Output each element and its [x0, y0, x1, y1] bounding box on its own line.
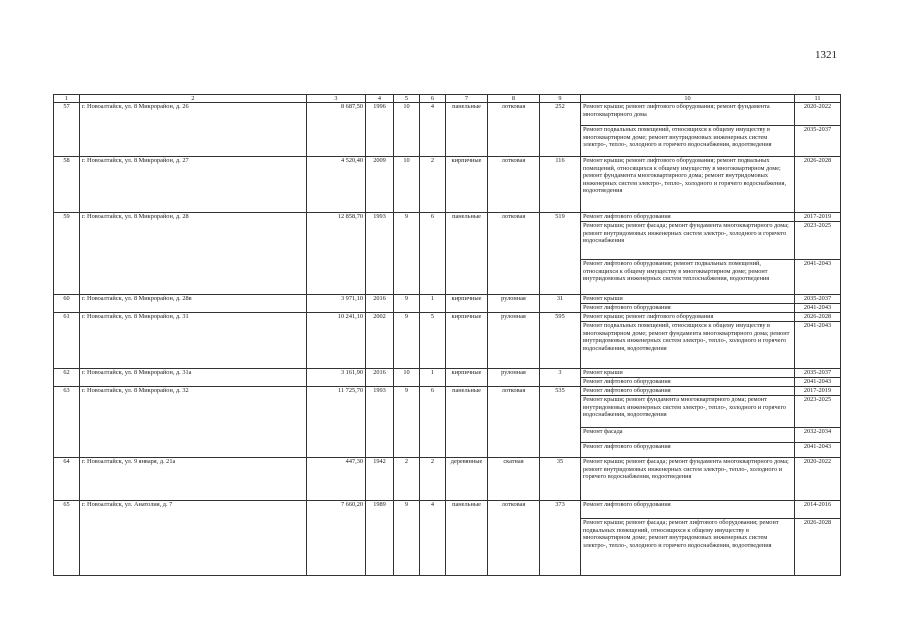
- area-cell: 8 687,50: [307, 103, 366, 157]
- roof-type-cell: лотковая: [488, 387, 540, 458]
- floors-cell: 2: [394, 458, 420, 501]
- repair-period-cell: 2026-2028: [795, 313, 841, 322]
- repair-works-cell: Ремонт лифтового оборудования; ремонт подвальных помещений, относящихся к общему имуществу в многоквартирном доме; ремонт внутридомовых инженерных систем теплоснабжения, водоотведения: [581, 260, 795, 295]
- roof-type-cell: лотковая: [488, 157, 540, 213]
- year-cell: 1989: [366, 501, 394, 576]
- walls-material-cell: кирпичные: [446, 295, 488, 313]
- column-number: 8: [488, 95, 540, 103]
- repair-works-cell: Ремонт крыши; ремонт лифтового оборудования; ремонт подвальных помещений, относящихся к общему имуществу в многоквартирном доме; ремонт фундамента многоквартирного дома; ремонт внутридомовых инженерных систем электро-, тепло-, холодного и горячего водоснабжения, водоотведения: [581, 157, 795, 213]
- residents-cell: 373: [540, 501, 581, 576]
- table-row: [54, 213, 841, 222]
- repair-works-cell: Ремонт лифтового оборудования: [581, 378, 795, 387]
- repair-period-cell: 2026-2028: [795, 157, 841, 213]
- floors-cell: 10: [394, 103, 420, 157]
- row-number: 58: [54, 157, 80, 213]
- address-cell: г. Новоалтайск, ул. 8 Микрорайон, д. 27: [80, 157, 307, 213]
- entrances-cell: 1: [420, 295, 446, 313]
- column-number: 9: [540, 95, 581, 103]
- repair-period-cell: 2020-2022: [795, 103, 841, 126]
- repair-works-cell: Ремонт подвальных помещений, относящихся к общему имуществу в многоквартирном доме; ремонт фундамента многоквартирного дома; ремонт внутридомовых инженерных систем электро-, тепло-, холодного и горячего водоснабжения, водоотведения: [581, 322, 795, 369]
- residents-cell: 519: [540, 213, 581, 295]
- table-row: [54, 369, 841, 378]
- table-row: [54, 157, 841, 213]
- area-cell: 11 725,70: [307, 387, 366, 458]
- address-cell: г. Новоалтайск, ул. 8 Микрорайон, д. 32: [80, 387, 307, 458]
- entrances-cell: 5: [420, 313, 446, 369]
- address-cell: г. Новоалтайск, ул. 8 Микрорайон, д. 28в: [80, 295, 307, 313]
- year-cell: 2016: [366, 295, 394, 313]
- floors-cell: 9: [394, 501, 420, 576]
- row-number: 57: [54, 103, 80, 157]
- floors-cell: 9: [394, 313, 420, 369]
- column-number-row: [54, 95, 841, 103]
- year-cell: 1942: [366, 458, 394, 501]
- entrances-cell: 2: [420, 157, 446, 213]
- row-number: 62: [54, 369, 80, 387]
- entrances-cell: 4: [420, 501, 446, 576]
- area-cell: 4 520,40: [307, 157, 366, 213]
- residents-cell: 3: [540, 369, 581, 387]
- repair-period-cell: 2035-2037: [795, 295, 841, 304]
- repair-works-cell: Ремонт лифтового оборудования: [581, 443, 795, 458]
- address-cell: г. Новоалтайск, ул. 8 Микрорайон, д. 28: [80, 213, 307, 295]
- entrances-cell: 6: [420, 387, 446, 458]
- repair-period-cell: 2032-2034: [795, 428, 841, 443]
- repair-period-cell: 2017-2019: [795, 387, 841, 396]
- column-number: 2: [80, 95, 307, 103]
- roof-type-cell: скатная: [488, 458, 540, 501]
- walls-material-cell: панельные: [446, 103, 488, 157]
- repair-works-cell: Ремонт крыши; ремонт фасада; ремонт лифтового оборудования; ремонт подвальных помещений, относящихся к общему имуществу в многоквартирном доме; ремонт внутридомовых инженерных систем электро-, тепло-, холодного и горячего водоснабжения, водоотведения: [581, 519, 795, 576]
- row-number: 65: [54, 501, 80, 576]
- row-number: 61: [54, 313, 80, 369]
- residents-cell: 31: [540, 295, 581, 313]
- column-number: 7: [446, 95, 488, 103]
- residents-cell: 35: [540, 458, 581, 501]
- repair-works-cell: Ремонт крыши: [581, 369, 795, 378]
- year-cell: 1993: [366, 387, 394, 458]
- table-row: [54, 295, 841, 304]
- entrances-cell: 2: [420, 458, 446, 501]
- area-cell: 10 241,10: [307, 313, 366, 369]
- repair-period-cell: 2035-2037: [795, 126, 841, 157]
- repair-works-cell: Ремонт крыши: [581, 295, 795, 304]
- floors-cell: 10: [394, 369, 420, 387]
- repair-period-cell: 2041-2043: [795, 304, 841, 313]
- year-cell: 1996: [366, 103, 394, 157]
- repair-period-cell: 2035-2037: [795, 369, 841, 378]
- table-row: [54, 103, 841, 126]
- repair-works-cell: Ремонт крыши; ремонт фасада; ремонт фундамента многоквартирного дома; ремонт внутридомовых инженерных систем электро-, тепло-, холодного и горячего водоснабжения, водоотведения: [581, 458, 795, 501]
- walls-material-cell: кирпичные: [446, 157, 488, 213]
- row-number: 63: [54, 387, 80, 458]
- roof-type-cell: рулонная: [488, 313, 540, 369]
- entrances-cell: 6: [420, 213, 446, 295]
- row-number: 64: [54, 458, 80, 501]
- column-number: 5: [394, 95, 420, 103]
- area-cell: 7 660,20: [307, 501, 366, 576]
- repair-works-cell: Ремонт лифтового оборудования: [581, 387, 795, 396]
- repair-period-cell: 2014-2016: [795, 501, 841, 519]
- repair-works-cell: Ремонт лифтового оборудования: [581, 501, 795, 519]
- table-body: [54, 95, 841, 576]
- entrances-cell: 4: [420, 103, 446, 157]
- table-row: [54, 501, 841, 519]
- roof-type-cell: лотковая: [488, 103, 540, 157]
- row-number: 60: [54, 295, 80, 313]
- residents-cell: 116: [540, 157, 581, 213]
- address-cell: г. Новоалтайск, ул. 8 Микрорайон, д. 31: [80, 313, 307, 369]
- roof-type-cell: рулонная: [488, 295, 540, 313]
- area-cell: 3 161,90: [307, 369, 366, 387]
- entrances-cell: 1: [420, 369, 446, 387]
- residents-cell: 535: [540, 387, 581, 458]
- column-number: 11: [795, 95, 841, 103]
- roof-type-cell: рулонная: [488, 369, 540, 387]
- repair-period-cell: 2026-2028: [795, 519, 841, 576]
- repair-period-cell: 2041-2043: [795, 322, 841, 369]
- column-number: 6: [420, 95, 446, 103]
- area-cell: 3 971,10: [307, 295, 366, 313]
- floors-cell: 9: [394, 295, 420, 313]
- year-cell: 2016: [366, 369, 394, 387]
- column-number: 10: [581, 95, 795, 103]
- year-cell: 2009: [366, 157, 394, 213]
- walls-material-cell: панельные: [446, 387, 488, 458]
- residents-cell: 595: [540, 313, 581, 369]
- repair-period-cell: 2041-2043: [795, 260, 841, 295]
- walls-material-cell: панельные: [446, 501, 488, 576]
- repair-period-cell: 2041-2043: [795, 443, 841, 458]
- column-number: 3: [307, 95, 366, 103]
- roof-type-cell: лотковая: [488, 213, 540, 295]
- walls-material-cell: кирпичные: [446, 313, 488, 369]
- floors-cell: 9: [394, 213, 420, 295]
- repair-works-cell: Ремонт крыши; ремонт лифтового оборудования; ремонт фундамента многоквартирного дома: [581, 103, 795, 126]
- address-cell: г. Новоалтайск, ул. Анатолия, д. 7: [80, 501, 307, 576]
- year-cell: 1993: [366, 213, 394, 295]
- table-row: [54, 458, 841, 501]
- repair-works-cell: Ремонт подвальных помещений, относящихся к общему имуществу в многоквартирном доме; ремонт внутридомовых инженерных систем электро-, тепло-, холодного и горячего водоснабжения, водоотведения: [581, 126, 795, 157]
- repair-schedule-table: [53, 94, 841, 576]
- area-cell: 12 858,70: [307, 213, 366, 295]
- repair-period-cell: 2041-2043: [795, 378, 841, 387]
- repair-period-cell: 2023-2025: [795, 222, 841, 260]
- address-cell: г. Новоалтайск, ул. 8 Микрорайон, д. 31а: [80, 369, 307, 387]
- repair-works-cell: Ремонт крыши; ремонт фундамента многоквартирного дома; ремонт внутридомовых инженерных систем электро-, тепло-, холодного и горячего водоснабжения, водоотведения: [581, 396, 795, 428]
- row-number: 59: [54, 213, 80, 295]
- repair-works-cell: Ремонт крыши; ремонт лифтового оборудования: [581, 313, 795, 322]
- table-row: [54, 313, 841, 322]
- repair-works-cell: Ремонт фасада: [581, 428, 795, 443]
- floors-cell: 10: [394, 157, 420, 213]
- repair-period-cell: 2020-2022: [795, 458, 841, 501]
- walls-material-cell: деревянные: [446, 458, 488, 501]
- repair-works-cell: Ремонт лифтового оборудования: [581, 213, 795, 222]
- area-cell: 447,30: [307, 458, 366, 501]
- walls-material-cell: панельные: [446, 213, 488, 295]
- column-number: 1: [54, 95, 80, 103]
- walls-material-cell: кирпичные: [446, 369, 488, 387]
- floors-cell: 9: [394, 387, 420, 458]
- address-cell: г. Новоалтайск, ул. 9 января, д. 21а: [80, 458, 307, 501]
- repair-works-cell: Ремонт лифтового оборудования: [581, 304, 795, 313]
- column-number: 4: [366, 95, 394, 103]
- page-number: 1321: [815, 49, 837, 61]
- year-cell: 2002: [366, 313, 394, 369]
- repair-period-cell: 2023-2025: [795, 396, 841, 428]
- repair-works-cell: Ремонт крыши; ремонт фасада; ремонт фундамента многоквартирного дома; ремонт внутридомовых инженерных систем электро-, холодного и горячего водоснабжения: [581, 222, 795, 260]
- address-cell: г. Новоалтайск, ул. 8 Микрорайон, д. 26: [80, 103, 307, 157]
- residents-cell: 252: [540, 103, 581, 157]
- table-row: [54, 387, 841, 396]
- roof-type-cell: лотковая: [488, 501, 540, 576]
- repair-period-cell: 2017-2019: [795, 213, 841, 222]
